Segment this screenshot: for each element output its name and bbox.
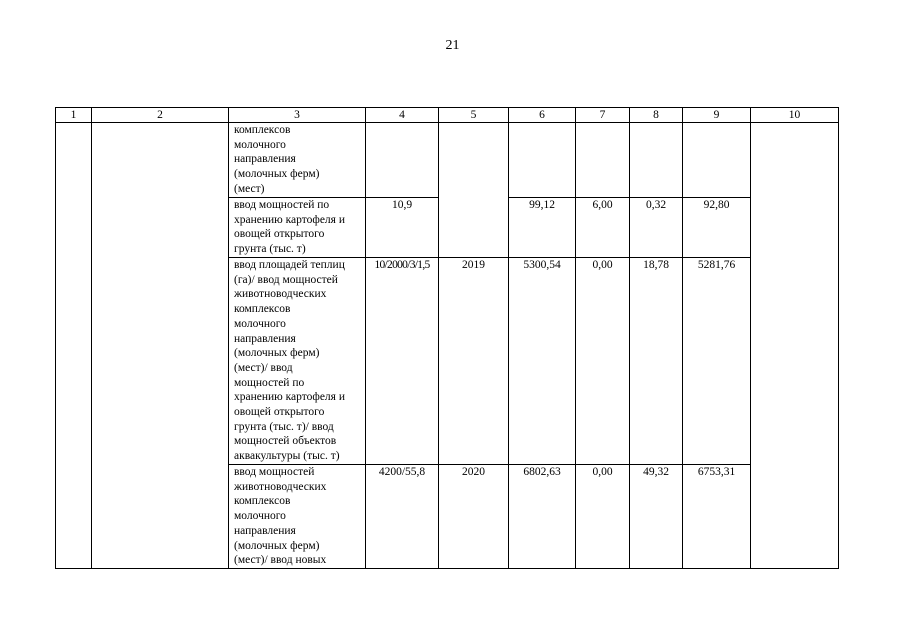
column-header: 4 (366, 108, 439, 123)
cell-description: ввод мощностей животноводческих комплексов молочного направления (молочных ферм) (мест)/ ввод новых (229, 465, 366, 569)
cell-col5 (439, 123, 509, 258)
cell-col7: 6,00 (576, 198, 630, 258)
cell-description: комплексов молочного направления (молочных ферм) (мест) (229, 123, 366, 198)
cell-col7 (576, 123, 630, 198)
column-header: 5 (439, 108, 509, 123)
column-header: 3 (229, 108, 366, 123)
column-header: 2 (92, 108, 229, 123)
cell-col8 (630, 123, 683, 198)
cell-col5: 2020 (439, 465, 509, 569)
column-header: 7 (576, 108, 630, 123)
cell-description: ввод площадей теплиц (га)/ ввод мощностей животноводческих комплексов молочного направления (молочных ферм) (мест)/ ввод мощностей по хранению картофеля и овощей открытого грунта (тыс. т)/ ввод мощностей объектов аквакультуры (тыс. т) (229, 258, 366, 465)
header-row (56, 108, 839, 123)
cell-col4: 4200/55,8 (366, 465, 439, 569)
column-header: 1 (56, 108, 92, 123)
cell-col9 (683, 123, 751, 198)
cell-col5: 2019 (439, 258, 509, 465)
cell-col2 (92, 123, 229, 569)
cell-col1 (56, 123, 92, 569)
cell-col8: 18,78 (630, 258, 683, 465)
data-table (55, 107, 839, 569)
cell-col6: 5300,54 (509, 258, 576, 465)
table-header (56, 108, 839, 123)
cell-col7: 0,00 (576, 258, 630, 465)
cell-col4: 10/2000/3/1,5 (366, 258, 439, 465)
cell-col6: 6802,63 (509, 465, 576, 569)
column-header: 6 (509, 108, 576, 123)
cell-col4 (366, 123, 439, 198)
cell-col8: 0,32 (630, 198, 683, 258)
cell-col4: 10,9 (366, 198, 439, 258)
cell-col10 (751, 123, 839, 569)
column-header: 8 (630, 108, 683, 123)
cell-col7: 0,00 (576, 465, 630, 569)
column-header: 10 (751, 108, 839, 123)
cell-col9: 6753,31 (683, 465, 751, 569)
cell-col6 (509, 123, 576, 198)
cell-description: ввод мощностей по хранению картофеля и овощей открытого грунта (тыс. т) (229, 198, 366, 258)
column-header: 9 (683, 108, 751, 123)
cell-col9: 92,80 (683, 198, 751, 258)
cell-col9: 5281,76 (683, 258, 751, 465)
page-number: 21 (445, 38, 460, 53)
cell-col8: 49,32 (630, 465, 683, 569)
table-body (56, 123, 839, 569)
cell-col6: 99,12 (509, 198, 576, 258)
table-row (56, 123, 839, 198)
